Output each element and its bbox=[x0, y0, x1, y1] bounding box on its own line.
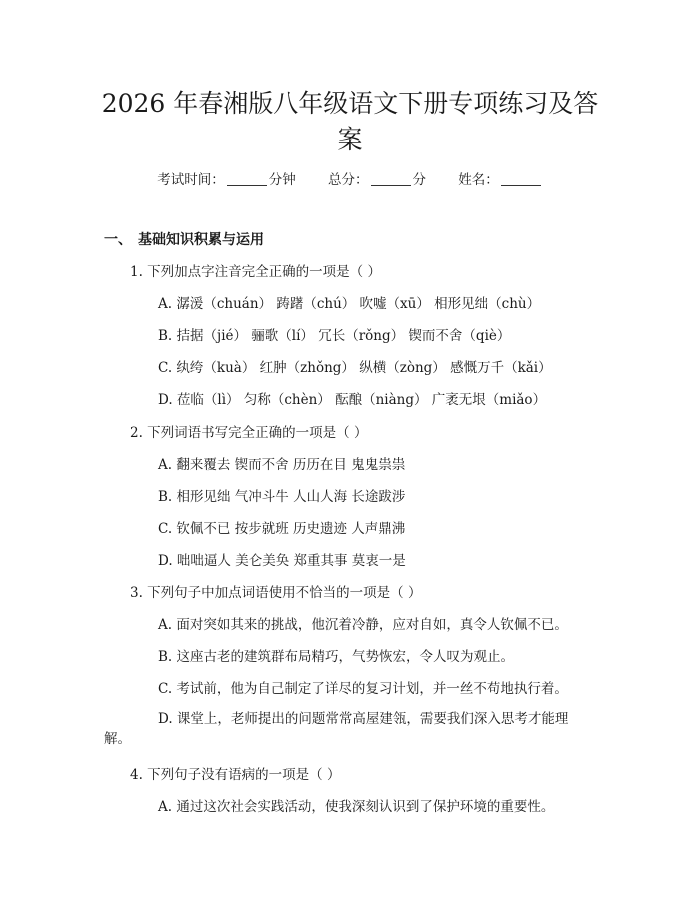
exam-time-unit: 分钟 bbox=[268, 172, 296, 188]
total-score-blank bbox=[371, 185, 411, 186]
question-option: C. 纨绔（kuà） 红肿（zhǒng） 纵横（zòng） 感慨万千（kǎi） bbox=[158, 360, 552, 376]
exam-info bbox=[0, 168, 700, 188]
question-option: A. 面对突如其来的挑战，他沉着冷静，应对自如，真令人钦佩不已。 bbox=[158, 617, 568, 633]
page-title bbox=[70, 86, 630, 158]
question-option: A. 通过这次社会实践活动，使我深刻认识到了保护环境的重要性。 bbox=[158, 799, 555, 815]
page-title-line-2: 案 bbox=[337, 125, 363, 154]
total-score-label: 总分： bbox=[328, 172, 369, 188]
question-stem: 4. 下列句子没有语病的一项是（ ） bbox=[130, 767, 341, 783]
exam-time-blank bbox=[227, 185, 267, 186]
question-option: D. 咄咄逼人 美仑美奂 郑重其事 莫衷一是 bbox=[158, 553, 406, 569]
question-option: D. 莅临（lì） 匀称（chèn） 酝酿（niàng） 广袤无垠（miǎo） bbox=[158, 392, 547, 408]
question-stem: 2. 下列词语书写完全正确的一项是（ ） bbox=[130, 425, 368, 441]
exam-time-label: 考试时间： bbox=[157, 172, 225, 188]
student-name-blank bbox=[501, 185, 541, 186]
question-option: B. 拮据（jié） 骊歌（lí） 冗长（rǒng） 锲而不舍（qiè） bbox=[158, 328, 511, 344]
exam-time-field bbox=[157, 168, 296, 188]
total-score-field bbox=[328, 168, 426, 188]
question-option: A. 翻来覆去 锲而不舍 历历在目 鬼鬼祟祟 bbox=[158, 457, 406, 473]
section-heading bbox=[104, 229, 264, 249]
question-option: D. 课堂上，老师提出的问题常常高屋建瓴，需要我们深入思考才能理解。 bbox=[104, 711, 569, 747]
student-name-label: 姓名： bbox=[458, 172, 499, 188]
question-option: A. 潺湲（chuán） 踌躇（chú） 吹嘘（xū） 相形见绌（chù） bbox=[158, 296, 541, 312]
section-number: 一、 bbox=[104, 232, 132, 248]
question-stem: 1. 下列加点字注音完全正确的一项是（ ） bbox=[130, 264, 381, 280]
student-name-field bbox=[458, 168, 543, 188]
section-title: 基础知识积累与运用 bbox=[138, 232, 264, 248]
question-option: C. 考试前，他为自己制定了详尽的复习计划，并一丝不苟地执行着。 bbox=[158, 681, 568, 697]
question-option: B. 相形见绌 气冲斗牛 人山人海 长途跋涉 bbox=[158, 489, 406, 505]
question-option: B. 这座古老的建筑群布局精巧，气势恢宏，令人叹为观止。 bbox=[158, 649, 515, 665]
question-stem: 3. 下列句子中加点词语使用不恰当的一项是（ ） bbox=[130, 585, 422, 601]
page-title-line-1: 2026 年春湘版八年级语文下册专项练习及答 bbox=[101, 89, 599, 118]
question-option: C. 钦佩不已 按步就班 历史遗迹 人声鼎沸 bbox=[158, 521, 406, 537]
total-score-unit: 分 bbox=[412, 172, 426, 188]
